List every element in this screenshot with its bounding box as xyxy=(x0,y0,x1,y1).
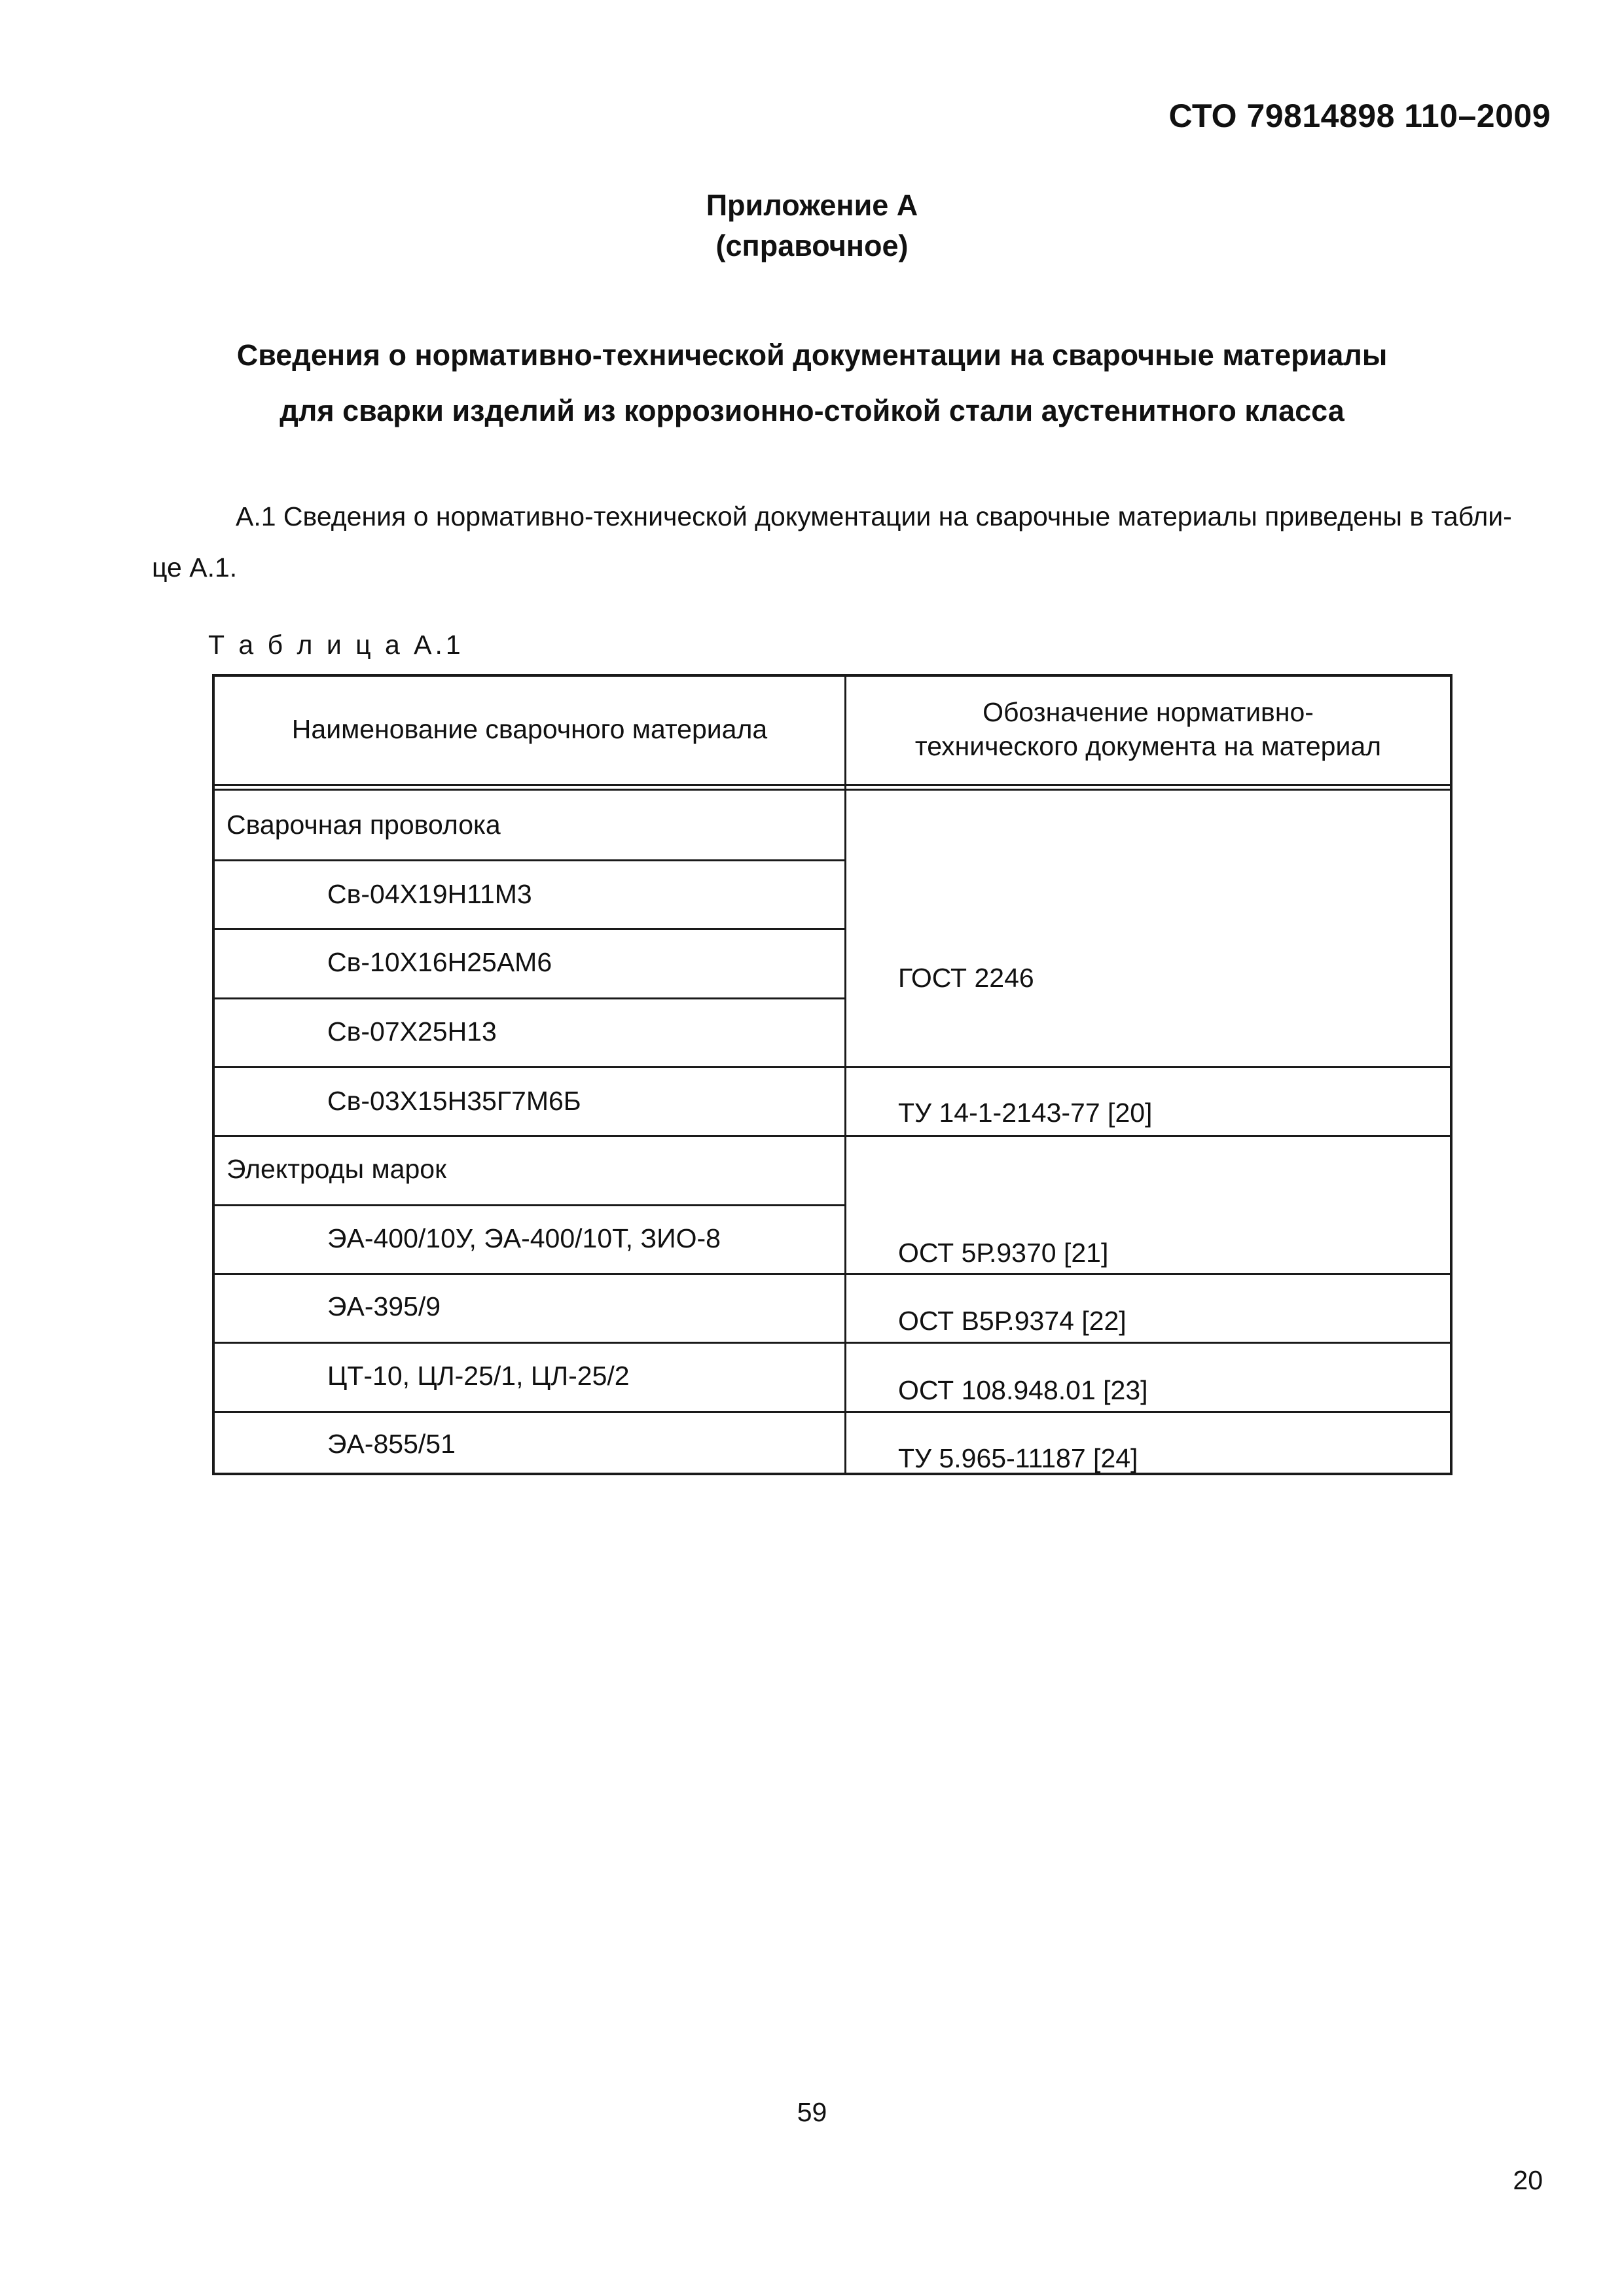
table-border-left xyxy=(212,674,215,1475)
paragraph-line-2: це А.1. xyxy=(152,552,238,583)
section-title-line-1: Сведения о нормативно-технической документации на сварочные материалы xyxy=(236,338,1388,372)
table-cell-document: ТУ 14-1-2143-77 [20] xyxy=(898,1098,1153,1128)
table-cell-document: ОСТ 5Р.9370 [21] xyxy=(898,1238,1109,1268)
table-cell-document: ТУ 5.965-11187 [24] xyxy=(898,1443,1138,1473)
table-cell-material: ЭА-855/51 xyxy=(327,1429,456,1459)
table-cell-material: Электроды марок xyxy=(226,1154,447,1184)
row-separator xyxy=(212,997,846,999)
row-separator xyxy=(212,1135,1453,1137)
section-title-line-2: для сварки изделий из коррозионно-стойкой стали аустенитного класса xyxy=(280,394,1344,427)
paragraph-line-1: А.1 Сведения о нормативно-технической документации на сварочные материалы приведены в табли- xyxy=(236,501,1512,531)
appendix-title: Приложение А xyxy=(706,188,918,222)
appendix-subtitle: (справочное) xyxy=(715,229,909,262)
row-separator xyxy=(212,928,846,930)
table-cell-document: ГОСТ 2246 xyxy=(898,963,1034,993)
table-border-right xyxy=(1450,674,1453,1475)
header-document-designation xyxy=(846,695,1450,763)
intro-paragraph xyxy=(152,491,1526,593)
header-document-line-2: технического документа на материал xyxy=(914,731,1382,761)
sheet-number: 20 xyxy=(1513,2165,1543,2195)
table-cell-material: Св-03Х15Н35Г7М6Б xyxy=(327,1086,581,1116)
table-cell-material: Св-07Х25Н13 xyxy=(327,1016,497,1047)
table-cell-material: Св-04Х19Н11М3 xyxy=(327,879,532,909)
table-cell-material: ЭА-395/9 xyxy=(327,1291,441,1321)
table-caption: Т а б л и ц а А.1 xyxy=(208,630,464,660)
table-cell-document: ОСТ 108.948.01 [23] xyxy=(898,1375,1148,1405)
section-title xyxy=(0,327,1624,439)
page-number: 59 xyxy=(797,2097,827,2127)
table-cell-material: ЭА-400/10У, ЭА-400/10Т, ЗИО-8 xyxy=(327,1223,721,1253)
table-cell-material: ЦТ-10, ЦЛ-25/1, ЦЛ-25/2 xyxy=(327,1361,630,1391)
table-border-bottom xyxy=(212,1473,1453,1475)
table-cell-document: ОСТ В5Р.9374 [22] xyxy=(898,1306,1127,1336)
header-material-name: Наименование сварочного материала xyxy=(291,714,768,744)
row-separator xyxy=(212,1273,1453,1275)
materials-table xyxy=(212,674,1453,1474)
row-separator xyxy=(212,1342,1453,1344)
document-code: СТО 79814898 110–2009 xyxy=(1168,98,1551,134)
table-cell-material: Сварочная проволока xyxy=(226,810,501,840)
appendix-heading xyxy=(0,185,1624,266)
row-separator xyxy=(212,1204,846,1206)
header-rule-1 xyxy=(212,784,1453,786)
column-divider xyxy=(844,674,846,1475)
table-cell-material: Св-10Х16Н25АМ6 xyxy=(327,947,552,977)
row-separator xyxy=(212,859,846,861)
header-document-line-1: Обозначение нормативно- xyxy=(983,697,1314,727)
header-rule-2 xyxy=(212,789,1453,791)
row-separator xyxy=(212,1066,1453,1068)
table-border-top xyxy=(212,674,1453,677)
row-separator xyxy=(212,1411,1453,1413)
